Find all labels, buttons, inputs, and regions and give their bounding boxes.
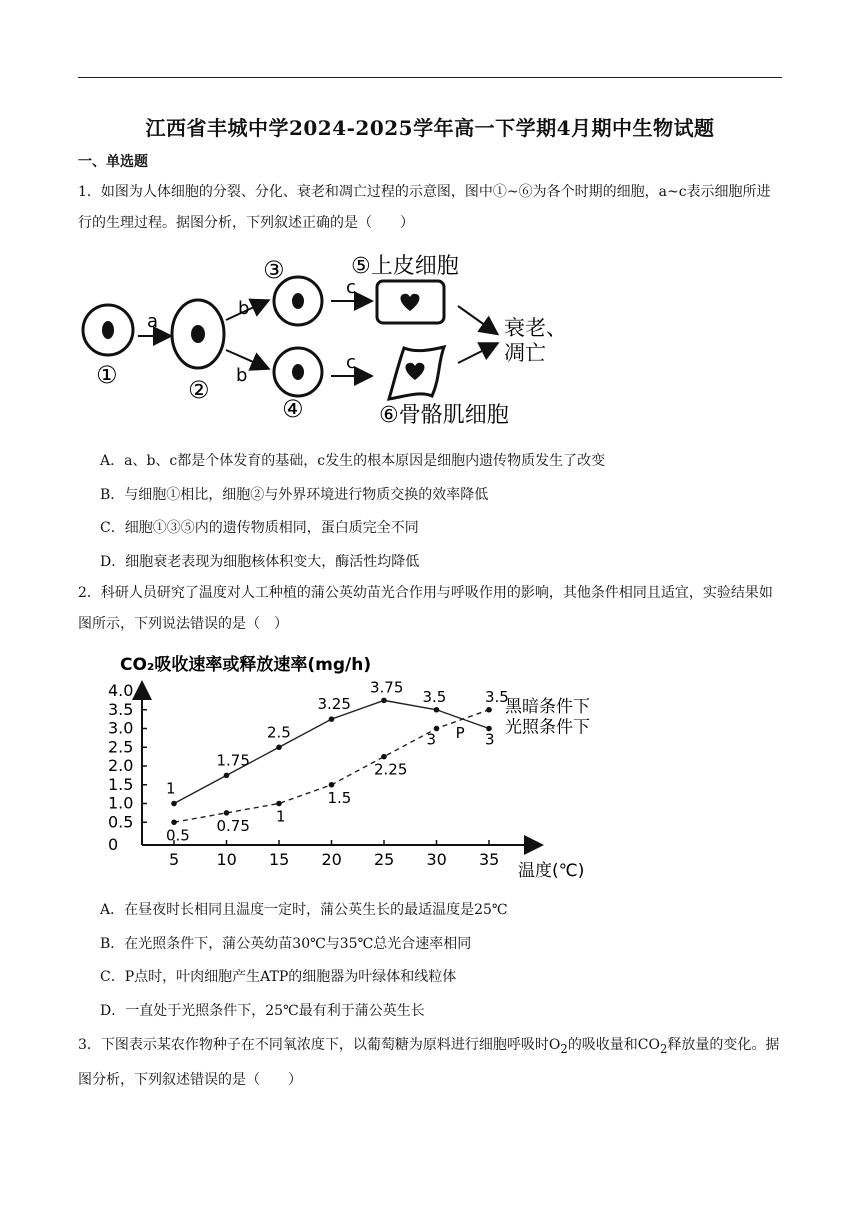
arrow-fate-upper <box>458 306 496 333</box>
chart-title: CO₂吸收速率或释放速率(mg/h) <box>120 655 372 675</box>
data-label: 3.75 <box>370 678 404 697</box>
question-1-option-a: A．a、b、c都是个体发育的基础，c发生的根本原因是细胞内遗传物质发生了改变 <box>100 453 606 469</box>
cell-4-label: ④ <box>282 395 304 423</box>
cell-process-diagram <box>76 250 596 430</box>
data-point <box>434 707 440 713</box>
question-1-option-d: D．细胞衰老表现为细胞核体积变大，酶活性均降低 <box>100 554 420 570</box>
data-label: 3.5 <box>422 687 447 706</box>
y-tick-label: 0.5 <box>108 812 134 832</box>
data-label: 0.5 <box>166 826 190 845</box>
question-3-stem <box>78 1030 784 1096</box>
process-c-lower-label: c <box>346 352 356 373</box>
data-point <box>171 801 177 807</box>
question-2-option-c: C．P点时，叶肉细胞产生ATP的细胞器为叶绿体和线粒体 <box>100 969 457 985</box>
x-tick-label: 30 <box>426 850 447 869</box>
cell-3-label: ③ <box>263 256 285 284</box>
y-tick-label: 4.0 <box>108 681 134 700</box>
cell-2 <box>172 300 224 368</box>
data-label: 3 <box>485 730 495 749</box>
data-label: 2.25 <box>374 760 408 779</box>
y-tick-label: 1.0 <box>108 793 134 813</box>
x-tick-label: 25 <box>374 850 395 869</box>
question-2-option-a: A．在昼夜时长相同且温度一定时，蒲公英生长的最适温度是25℃ <box>100 902 508 918</box>
data-point <box>486 707 492 713</box>
x-tick-label: 35 <box>479 850 500 869</box>
data-label: 3 <box>426 730 437 749</box>
data-label: 1.5 <box>327 788 352 807</box>
data-label: 1 <box>166 779 176 798</box>
point-p-label: P <box>455 724 465 743</box>
epithelial-cell <box>377 281 444 323</box>
header-rule <box>78 77 782 78</box>
skeletal-muscle-cell-label: ⑥骨骼肌细胞 <box>379 403 509 428</box>
data-label: 2.5 <box>267 723 291 742</box>
y-tick-label: 3.5 <box>108 699 134 719</box>
series-legend-label: 黑暗条件下 <box>505 696 590 717</box>
question-3-text-3: 释放量的变化。据图分析，下列叙述错误的是（ ） <box>78 1037 780 1088</box>
fate-label-line2: 凋亡 <box>504 341 546 365</box>
data-point <box>381 754 387 760</box>
y-tick-label: 2.5 <box>108 737 134 757</box>
data-point <box>329 716 335 722</box>
process-b-lower-label: b <box>236 365 248 386</box>
question-2-option-d: D．一直处于光照条件下，25℃最有利于蒲公英生长 <box>100 1003 425 1019</box>
x-tick-label: 15 <box>269 850 290 869</box>
question-3-text-2: 的吸收量和CO <box>567 1037 661 1053</box>
data-point <box>171 819 177 825</box>
series-legend-label: 光照条件下 <box>505 717 590 738</box>
data-point <box>381 698 387 704</box>
cell-1-label: ① <box>96 361 118 389</box>
data-label: 1 <box>276 807 286 826</box>
data-label: 0.75 <box>216 816 250 835</box>
cell-1 <box>83 305 133 355</box>
cell-2-label: ② <box>188 376 210 404</box>
y-tick-label: 1.5 <box>108 774 134 794</box>
data-point <box>224 810 230 816</box>
data-point <box>276 744 282 750</box>
process-a-label: a <box>147 311 159 332</box>
arrow-fate-lower <box>458 344 496 363</box>
x-tick-label: 20 <box>321 850 342 869</box>
epithelial-cell-label: ⑤上皮细胞 <box>351 254 459 279</box>
data-label: 3.5 <box>485 687 509 706</box>
subscript-2: 2 <box>560 1041 568 1056</box>
x-tick-label: 5 <box>169 850 180 869</box>
data-point <box>276 801 282 807</box>
x-axis-label: 温度(℃) <box>518 861 585 881</box>
page-title: 江西省丰城中学2024-2025学年高一下学期4月期中生物试题 <box>145 116 715 140</box>
process-c-upper-label: c <box>346 277 356 298</box>
fate-label-line1: 衰老、 <box>504 316 567 340</box>
x-tick-label: 10 <box>216 850 237 869</box>
question-1-stem: 1．如图为人体细胞的分裂、分化、衰老和凋亡过程的示意图，图中①~⑥为各个时期的细胞，a~c表示细胞所进行的生理过程。据图分析，下列叙述正确的是（ ） <box>78 184 771 231</box>
question-3-text-1: 3．下图表示某农作物种子在不同氧浓度下，以葡萄糖为原料进行细胞呼吸时O <box>78 1037 561 1053</box>
y-tick-label: 3.0 <box>108 718 134 738</box>
question-2-stem: 2．科研人员研究了温度对人工种植的蒲公英幼苗光合作用与呼吸作用的影响，其他条件相同且适宜，实验结果如图所示，下列说法错误的是（ ） <box>78 585 773 632</box>
question-1-option-c: C．细胞①③⑤内的遗传物质相同，蛋白质完全不同 <box>100 520 419 536</box>
data-label: 1.75 <box>216 751 250 770</box>
y-tick-label: 2.0 <box>108 756 134 775</box>
cell-3 <box>274 277 322 325</box>
skeletal-muscle-cell <box>389 347 444 399</box>
data-label: 3.25 <box>317 695 351 714</box>
subscript-2: 2 <box>660 1041 668 1056</box>
y-tick-label: 0 <box>108 835 119 854</box>
process-b-upper-label: b <box>238 298 250 319</box>
cell-4 <box>274 348 322 396</box>
section-heading: 一、单选题 <box>78 154 148 170</box>
data-point <box>329 782 335 788</box>
question-2-option-b: B．在光照条件下，蒲公英幼苗30℃与35℃总光合速率相同 <box>100 936 472 952</box>
question-1-option-b: B．与细胞①相比，细胞②与外界环境进行物质交换的效率降低 <box>100 487 489 503</box>
data-point <box>224 773 230 779</box>
temperature-co2-chart <box>100 648 640 888</box>
